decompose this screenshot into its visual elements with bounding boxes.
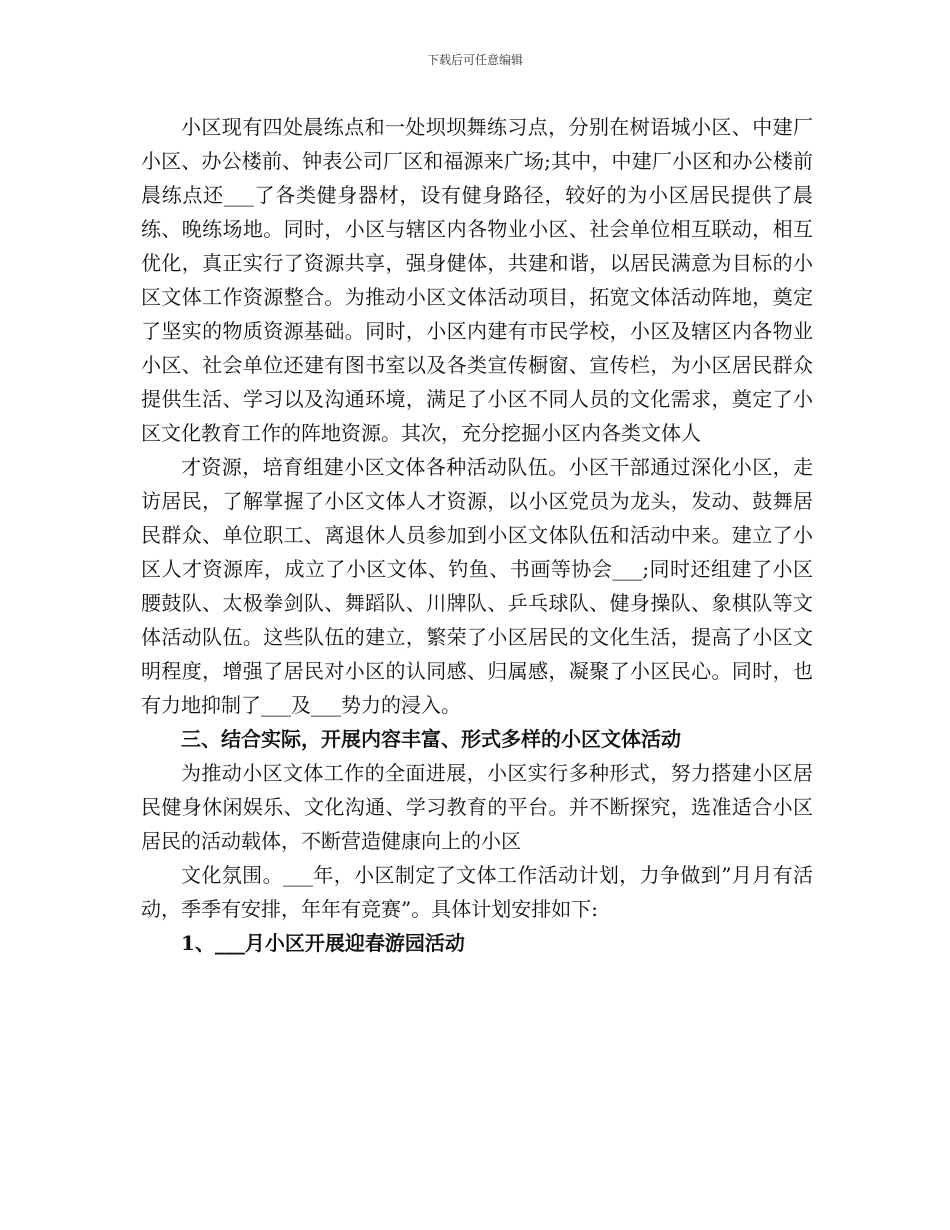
paragraph-plan: 文化氛围。___年，小区制定了文体工作活动计划，力争做到”月月有活动，季季有安排，年年有竞赛”。具体计划安排如下: xyxy=(141,863,813,921)
paragraph-activities: 为推动小区文体工作的全面进展，小区实行多种形式，努力搭建小区居民健身休闲娱乐、文化沟通、学习教育的平台。并不断探究，选准适合小区居民的活动载体，不断营造健康向上的小区 xyxy=(141,761,813,853)
document-body xyxy=(141,110,813,960)
page-header: 下载后可任意编辑 xyxy=(426,53,523,67)
section-heading-three: 三、结合实际，开展内容丰富、形式多样的小区文体活动 xyxy=(181,727,681,751)
paragraph-teams: 才资源，培育组建小区文体各种活动队伍。小区干部通过深化小区，走访居民，了解掌握了小区文体人才资源，以小区党员为龙头，发动、鼓舞居民群众、单位职工、离退休人员参加到小区文体队伍和活动中来。建立了小区人才资源库，成立了小区文体、钓鱼、书画等协会___;同时还组建了小区腰鼓队、太极拳剑队、舞蹈队、川牌队、乒乓球队、健身操队、象棋队等文体活动队伍。这些队伍的建立，繁荣了小区居民的文化生活，提高了小区文明程度，增强了居民对小区的认同感、归属感，凝聚了小区民心。同时，也有力地抑制了___及___势力的浸入。 xyxy=(141,455,813,717)
paragraph-facilities: 小区现有四处晨练点和一处坝坝舞练习点，分别在树语城小区、中建厂小区、办公楼前、钟表公司厂区和福源来广场;其中，中建厂小区和办公楼前晨练点还___了各类健身器材，设有健身路径，较好的为小区居民提供了晨练、晚练场地。同时，小区与辖区内各物业小区、社会单位相互联动，相互优化，真正实行了资源共享，强身健体，共建和谐，以居民满意为目标的小区文体工作资源整合。为推动小区文体活动项目，拓宽文体活动阵地，奠定了坚实的物质资源基础。同时，小区内建有市民学校，小区及辖区内各物业小区、社会单位还建有图书室以及各类宣传橱窗、宣传栏，为小区居民群众提供生活、学习以及沟通环境，满足了小区不同人员的文化需求，奠定了小区文化教育工作的阵地资源。其次，充分挖掘小区内各类文体人 xyxy=(141,115,813,445)
subheading-item-one: 1、___月小区开展迎春游园活动 xyxy=(181,931,465,955)
